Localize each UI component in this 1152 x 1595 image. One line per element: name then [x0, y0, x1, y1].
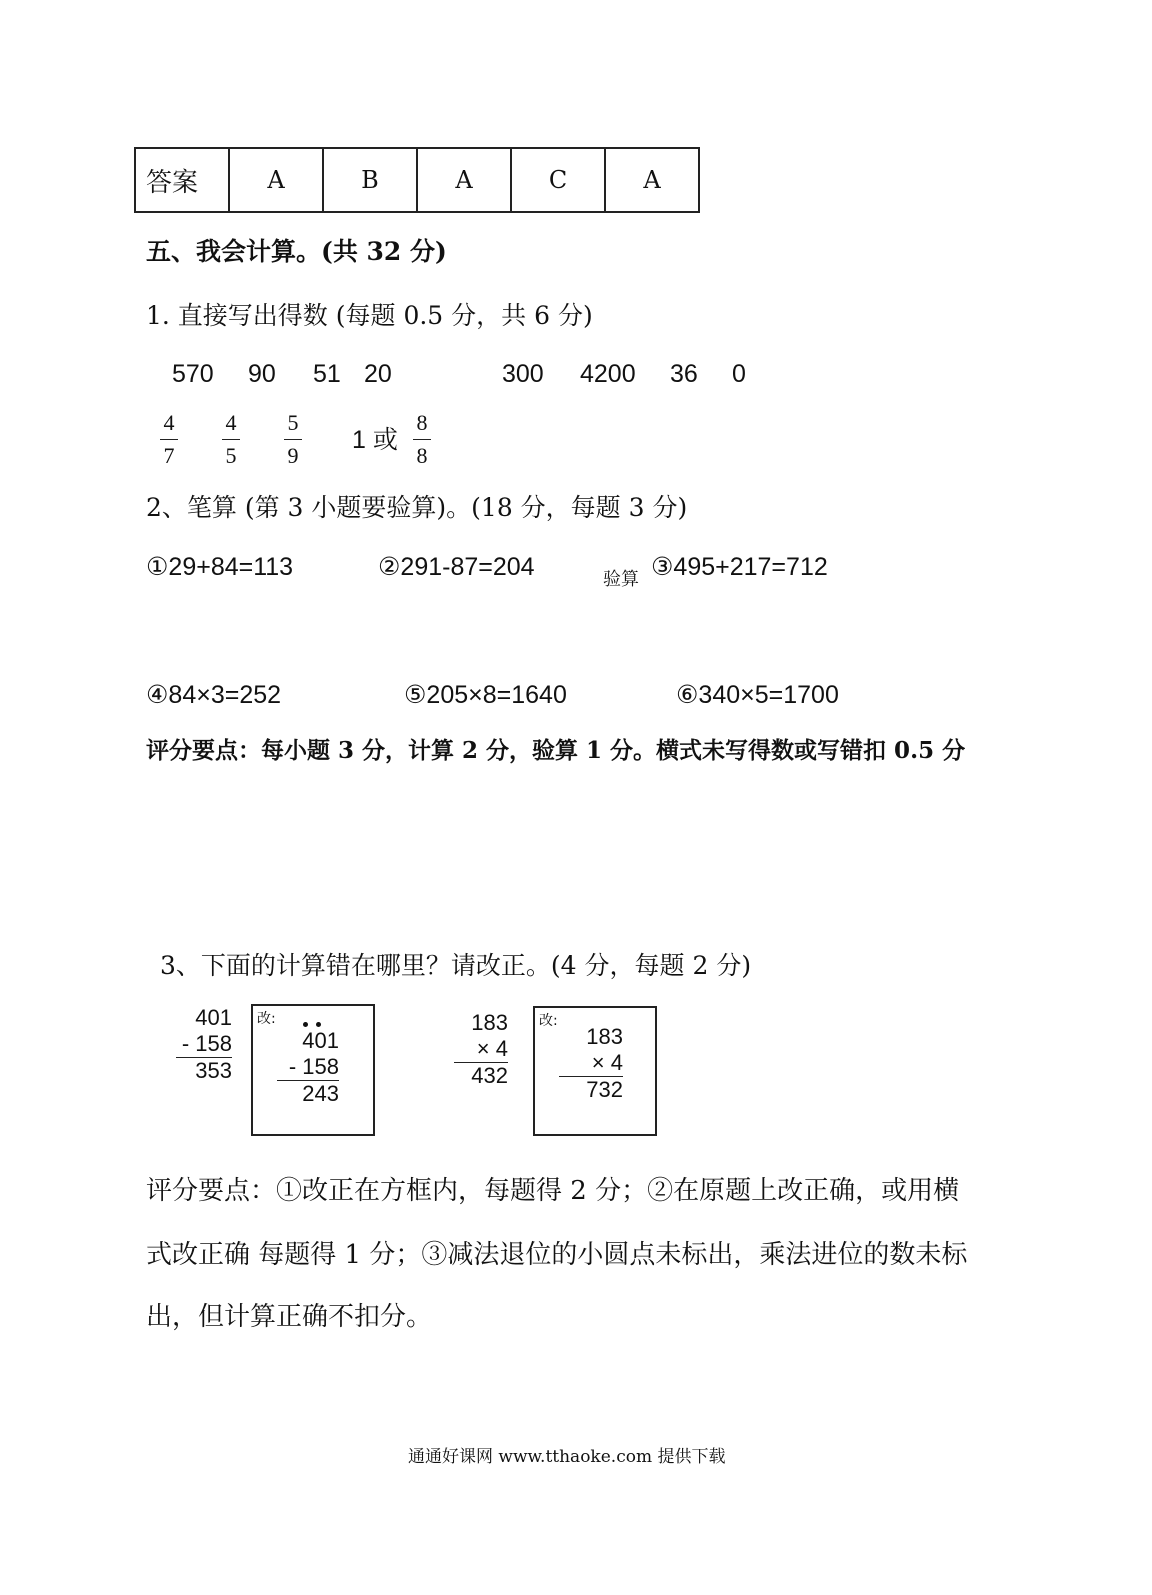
answer-cell: A [229, 148, 323, 212]
fraction-numerator: 8 [416, 410, 428, 435]
q1-answer: 51 [313, 360, 341, 388]
wrong-multiplication [454, 1010, 508, 1089]
q3-scoring-line: 评分要点：①改正在方框内，每题得 2 分；②在原题上改正确，或用横 [146, 1176, 960, 1206]
borrow-dot [303, 1022, 308, 1027]
fraction [160, 412, 178, 467]
fraction-denominator: 8 [416, 443, 428, 468]
wrong-subtraction [176, 1005, 232, 1084]
q1-answer: 4200 [580, 360, 636, 388]
multiplicand: 183 [586, 1024, 623, 1049]
subtrahend: - 158 [181, 1031, 232, 1056]
q1-answer: 0 [732, 360, 746, 388]
q1-answer: 90 [248, 360, 276, 388]
correction-box [533, 1006, 657, 1136]
q3-scoring-line: 式改正确 每题得 1 分；③减法退位的小圆点未标出，乘法进位的数未标 [146, 1240, 968, 1270]
q2-item: ②291-87=204 [378, 553, 535, 581]
q2-item: ③495+217=712 [651, 553, 828, 581]
minuend: 401 [302, 1028, 339, 1053]
answer-table [134, 147, 700, 213]
q2-item: ⑥340×5=1700 [676, 681, 839, 709]
q3-title: 3、下面的计算错在哪里？请改正。(4 分，每题 2 分) [160, 951, 752, 980]
q1-answer: 300 [502, 360, 544, 388]
q1-answer: 20 [364, 360, 392, 388]
answer-table-header: 答案 [135, 148, 229, 212]
fraction [284, 412, 302, 467]
correction-box [251, 1004, 375, 1136]
subtrahend: - 158 [288, 1054, 339, 1079]
fraction-numerator: 4 [225, 410, 237, 435]
multiplier: × 4 [591, 1050, 623, 1075]
q1-title: 1. 直接写出得数 (每题 0.5 分，共 6 分) [146, 301, 593, 330]
section-title: 五、我会计算。(共 32 分) [146, 237, 447, 266]
multiplicand: 183 [471, 1010, 508, 1035]
correction-label: 改: [257, 1011, 276, 1027]
fraction-numerator: 5 [287, 410, 299, 435]
minuend: 401 [195, 1005, 232, 1030]
q1-last-prefix: 1 或 [352, 426, 398, 454]
q2-item: ④84×3=252 [146, 681, 282, 709]
product: 732 [559, 1076, 623, 1103]
fraction-numerator: 4 [163, 410, 175, 435]
check-label: 验算 [603, 569, 639, 590]
difference: 353 [176, 1057, 232, 1084]
borrow-dot [316, 1022, 321, 1027]
q1-answer: 570 [172, 360, 214, 388]
q2-item: ⑤205×8=1640 [404, 681, 567, 709]
q3-scoring-line: 出，但计算正确不扣分。 [146, 1302, 433, 1332]
answer-cell: B [323, 148, 417, 212]
answer-cell: C [511, 148, 605, 212]
q1-answer: 36 [670, 360, 698, 388]
answer-cell: A [417, 148, 511, 212]
fraction [413, 412, 431, 467]
multiplier: × 4 [476, 1036, 508, 1061]
fraction [222, 412, 240, 467]
q2-title: 2、笔算 (第 3 小题要验算)。(18 分，每题 3 分) [146, 493, 688, 522]
correction-label: 改: [539, 1013, 558, 1029]
footer-text: 通通好课网 www.tthaoke.com 提供下载 [408, 1447, 726, 1467]
product: 432 [454, 1062, 508, 1089]
difference: 243 [277, 1080, 339, 1107]
fraction-denominator: 7 [163, 443, 175, 468]
q2-scoring: 评分要点：每小题 3 分，计算 2 分，验算 1 分。横式未写得数或写错扣 0.5 分 [146, 737, 966, 764]
q2-item: ①29+84=113 [146, 553, 294, 581]
fraction-denominator: 9 [287, 443, 299, 468]
answer-cell: A [605, 148, 699, 212]
fraction-denominator: 5 [225, 443, 237, 468]
